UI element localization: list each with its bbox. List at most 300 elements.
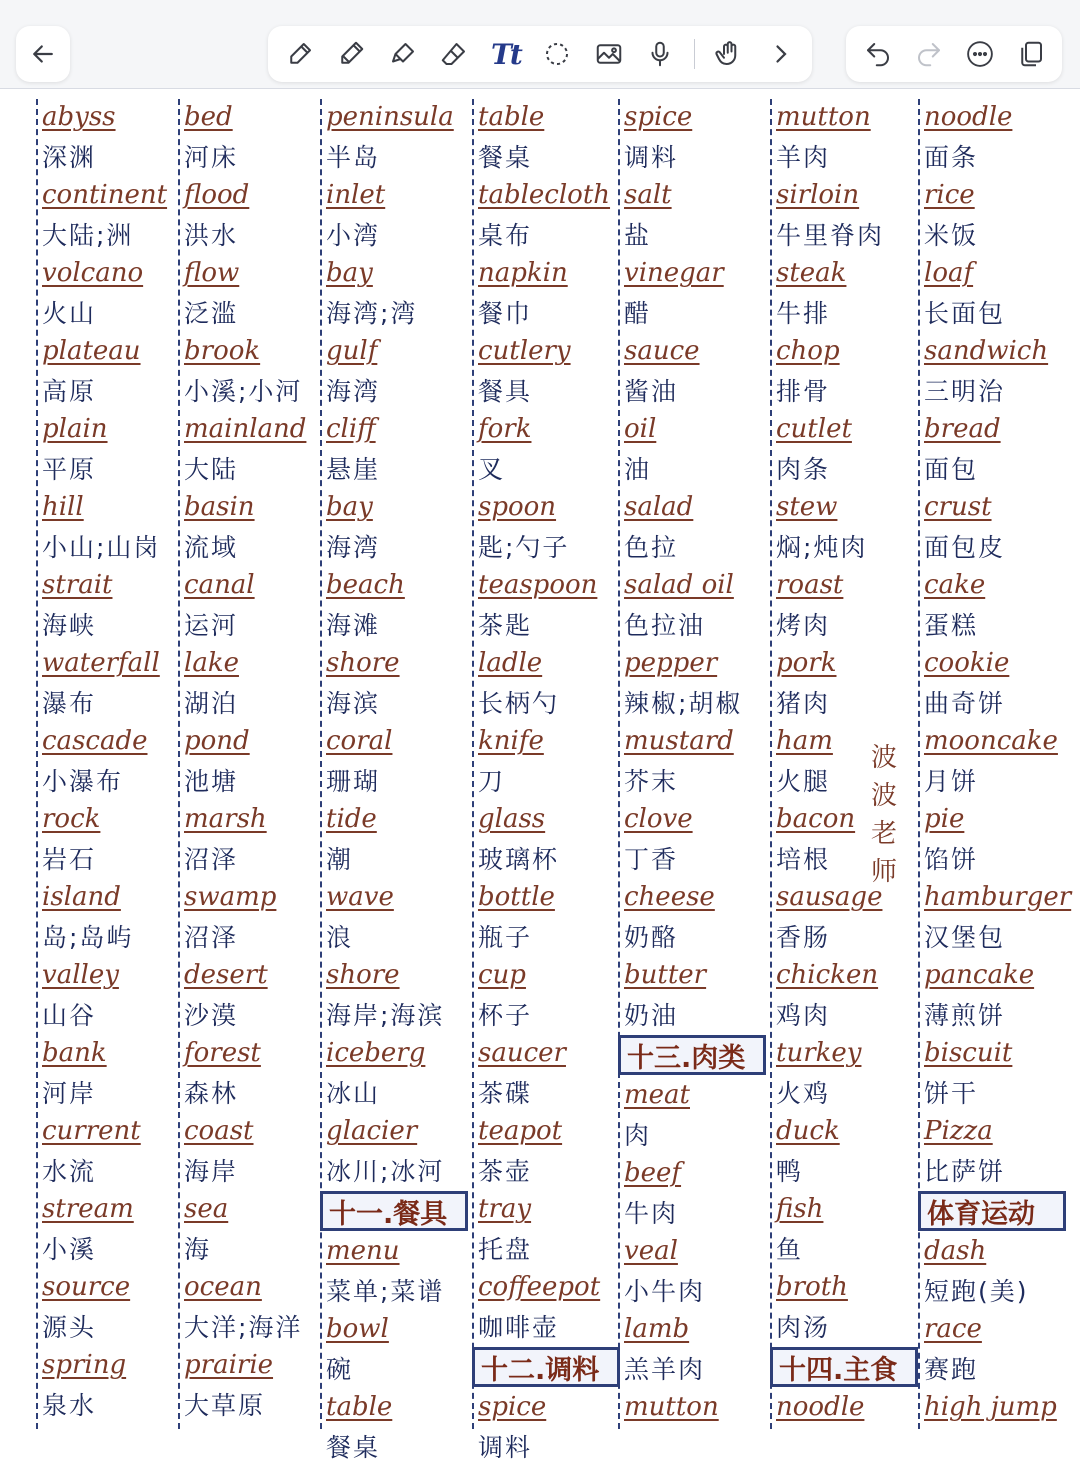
english-word: clove (624, 804, 693, 834)
english-word-line (776, 99, 918, 138)
english-word: rice (924, 180, 975, 210)
english-word-line (42, 1035, 184, 1074)
english-word: saucer (478, 1038, 566, 1068)
vocab-entry (326, 801, 468, 879)
english-word-line (924, 1113, 1066, 1152)
english-word-line (184, 879, 326, 918)
english-word: lake (184, 648, 239, 678)
english-word-line (624, 1311, 766, 1350)
english-word-line (624, 489, 766, 528)
english-word: island (42, 882, 121, 912)
hand-icon[interactable] (711, 36, 747, 72)
vocab-entry (478, 1269, 620, 1347)
english-word: bread (924, 414, 1001, 444)
english-word-line (924, 567, 1066, 606)
image-icon[interactable] (591, 36, 627, 72)
vocab-entry (184, 645, 326, 723)
undo-icon[interactable] (860, 36, 896, 72)
english-word-line (624, 801, 766, 840)
english-word: pork (776, 648, 837, 678)
chinese-meaning: 深渊 (42, 143, 97, 172)
chinese-meaning: 海湾 (326, 533, 381, 562)
vocab-entry (326, 723, 468, 801)
chinese-meaning: 瓶子 (478, 923, 533, 952)
english-word: bacon (776, 804, 856, 834)
english-word: veal (624, 1236, 678, 1266)
vocab-entry (624, 879, 766, 957)
vocab-entry (776, 1113, 918, 1191)
chinese-meaning: 海湾 (326, 377, 381, 406)
vocab-entry (42, 255, 184, 333)
english-word: menu (326, 1236, 400, 1266)
english-word-line (924, 723, 1066, 762)
english-word: cup (478, 960, 526, 990)
chinese-meaning: 山谷 (42, 1001, 97, 1030)
english-word: ham (776, 726, 833, 756)
vocab-entry (184, 411, 326, 489)
english-word: crust (924, 492, 992, 522)
english-word: shore (326, 960, 400, 990)
vocab-entry (624, 1389, 766, 1467)
section-heading: 十三.肉类 (618, 1035, 766, 1075)
vocab-entry (42, 723, 184, 801)
english-word-line (42, 957, 184, 996)
vocab-entry (776, 957, 918, 1035)
english-word-line (326, 879, 468, 918)
english-word: basin (184, 492, 255, 522)
vocab-entry (924, 99, 1066, 177)
chinese-meaning: 鸡肉 (776, 1001, 831, 1030)
english-word: coral (326, 726, 393, 756)
vocab-entry (478, 801, 620, 879)
vocab-entry (184, 1113, 326, 1191)
vocab-entry (42, 1035, 184, 1113)
more-icon[interactable] (962, 36, 998, 72)
english-word: gulf (326, 336, 378, 366)
vocab-entry (184, 99, 326, 177)
english-word-line (326, 1113, 468, 1152)
english-word-line (924, 177, 1066, 216)
vocab-entry (776, 99, 918, 177)
vocab-entry (924, 255, 1066, 333)
vocab-entry (184, 957, 326, 1035)
chinese-meaning: 面包皮 (924, 533, 1006, 562)
text-icon[interactable] (488, 36, 524, 72)
arrow-left-icon (25, 36, 61, 72)
chinese-meaning: 赛跑 (924, 1355, 979, 1384)
vocab-entry (924, 333, 1066, 411)
english-word-line (326, 99, 468, 138)
chinese-meaning: 月饼 (924, 767, 979, 796)
vocab-entry (478, 255, 620, 333)
english-word-line (776, 255, 918, 294)
watermark-char: 波 (870, 743, 897, 773)
vocab-entry (478, 1191, 620, 1269)
english-word: race (924, 1314, 982, 1344)
english-word-line (924, 333, 1066, 372)
vocab-entry (326, 177, 468, 255)
english-word: cookie (924, 648, 1010, 678)
english-word: glacier (326, 1116, 418, 1146)
vocab-entry (478, 567, 620, 645)
vocab-entry (184, 1035, 326, 1113)
chinese-meaning: 牛排 (776, 299, 831, 328)
pen-icon[interactable] (282, 36, 318, 72)
english-word: teapot (478, 1116, 563, 1146)
english-word: marsh (184, 804, 267, 834)
chinese-meaning: 面包 (924, 455, 979, 484)
chinese-meaning: 鸭 (776, 1157, 804, 1186)
notebook-page (0, 89, 1080, 1462)
english-word-line (776, 1191, 918, 1230)
english-word-line (326, 177, 468, 216)
vocab-entry (776, 255, 918, 333)
chinese-meaning: 平原 (42, 455, 97, 484)
vocab-entry (924, 879, 1072, 957)
toolbar (0, 0, 1080, 89)
english-word-line (42, 489, 184, 528)
english-word: chop (776, 336, 840, 366)
english-word-line (326, 411, 468, 450)
english-word: bank (42, 1038, 107, 1068)
english-word-line (924, 801, 1066, 840)
vocab-entry (624, 1311, 766, 1389)
english-word-line (776, 177, 918, 216)
english-word: stew (776, 492, 838, 522)
vocab-entry (624, 1233, 766, 1311)
english-word: meat (624, 1080, 690, 1110)
english-word: canal (184, 570, 255, 600)
vocab-entry (42, 177, 184, 255)
english-word: brook (184, 336, 261, 366)
english-word-line (326, 801, 468, 840)
chinese-meaning: 小溪;小河 (184, 377, 303, 406)
vocab-entry (924, 411, 1066, 489)
chinese-meaning: 调料 (478, 1433, 533, 1462)
english-word-line (42, 1269, 184, 1308)
pencil-icon[interactable] (333, 36, 369, 72)
word-column-2 (178, 99, 326, 1429)
english-word: duck (776, 1116, 840, 1146)
chinese-meaning: 火腿 (776, 767, 831, 796)
vocab-entry (776, 411, 918, 489)
chinese-meaning: 湖泊 (184, 689, 239, 718)
vocab-entry (624, 801, 766, 879)
word-column-3 (320, 99, 468, 1462)
chinese-meaning: 油 (624, 455, 652, 484)
english-word: ocean (184, 1272, 262, 1302)
chinese-meaning: 碗 (326, 1355, 354, 1384)
english-word: bottle (478, 882, 555, 912)
chinese-meaning: 蛋糕 (924, 611, 979, 640)
word-column-4 (472, 99, 620, 1462)
english-word: bay (326, 492, 373, 522)
chinese-meaning: 洪水 (184, 221, 239, 250)
english-word: cliff (326, 414, 376, 444)
english-word: swamp (184, 882, 277, 912)
vocab-entry (326, 1389, 468, 1467)
english-word-line (624, 1155, 766, 1194)
english-word-line (184, 99, 326, 138)
english-word-line (478, 1389, 620, 1428)
vocab-entry (478, 1113, 620, 1191)
pages-icon[interactable] (1013, 36, 1049, 72)
chinese-meaning: 冰川;冰河 (326, 1157, 445, 1186)
english-word: turkey (776, 1038, 862, 1068)
chinese-meaning: 面条 (924, 143, 979, 172)
vocab-entry (478, 879, 620, 957)
highlighter-icon[interactable] (385, 36, 421, 72)
english-word: pond (184, 726, 250, 756)
vocab-entry (924, 1311, 1066, 1389)
english-word-line (326, 1233, 468, 1272)
chinese-meaning: 岩石 (42, 845, 97, 874)
english-word-line (924, 1389, 1066, 1428)
english-word-line (478, 567, 620, 606)
vocab-entry (924, 1035, 1066, 1113)
english-word-line (42, 99, 184, 138)
vocab-entry (924, 645, 1066, 723)
english-word-line (478, 957, 620, 996)
english-word-line (776, 567, 918, 606)
toolbar-separator (694, 39, 695, 69)
chevron-right-icon[interactable] (762, 36, 798, 72)
vocab-entry (326, 567, 468, 645)
english-word-line (326, 1035, 468, 1074)
english-word-line (184, 1269, 326, 1308)
vocab-entry (924, 489, 1066, 567)
english-word-line (184, 1035, 326, 1074)
chinese-meaning: 小山;山岗 (42, 533, 161, 562)
chinese-meaning: 岛;岛屿 (42, 923, 134, 952)
chinese-meaning (624, 1428, 766, 1467)
english-word-line (776, 645, 918, 684)
english-word: sausage (776, 882, 883, 912)
english-word: hamburger (924, 882, 1072, 912)
english-word-line (184, 801, 326, 840)
english-word-line (624, 333, 766, 372)
english-word-line (924, 99, 1066, 138)
chinese-meaning: 调料 (624, 143, 679, 172)
english-word-line (326, 489, 468, 528)
vocab-entry (776, 1191, 918, 1269)
chinese-meaning (776, 1428, 918, 1467)
english-word-line (42, 255, 184, 294)
english-word: rock (42, 804, 101, 834)
vocab-entry (326, 879, 468, 957)
english-word: abyss (42, 102, 116, 132)
english-word: spring (42, 1350, 127, 1380)
chinese-meaning: 小瀑布 (42, 767, 124, 796)
english-word: plain (42, 414, 108, 444)
vocab-entry (478, 99, 620, 177)
vocab-entry (624, 333, 766, 411)
english-word: waterfall (42, 648, 160, 678)
vocab-entry (924, 1233, 1066, 1311)
english-word: volcano (42, 258, 144, 288)
vocab-entry (326, 255, 468, 333)
english-word: salad (624, 492, 694, 522)
english-word: tray (478, 1194, 532, 1224)
vocab-entry (42, 99, 184, 177)
vocab-entry (184, 1347, 326, 1425)
english-word: chicken (776, 960, 879, 990)
chinese-meaning: 培根 (776, 845, 831, 874)
redo-icon[interactable] (911, 36, 947, 72)
chinese-meaning: 鱼 (776, 1235, 804, 1264)
english-word-line (776, 489, 918, 528)
english-word: glass (478, 804, 546, 834)
english-word: mutton (776, 102, 871, 132)
english-word-line (326, 723, 468, 762)
english-word: peninsula (326, 102, 454, 132)
english-word: steak (776, 258, 847, 288)
vocab-entry (42, 1347, 184, 1425)
vocab-entry (776, 567, 918, 645)
english-word: teaspoon (478, 570, 598, 600)
english-word-line (478, 1035, 620, 1074)
english-word: fish (776, 1194, 824, 1224)
english-word-line (326, 255, 468, 294)
english-word: cutlery (478, 336, 571, 366)
chinese-meaning: 大陆 (184, 455, 239, 484)
microphone-icon[interactable] (642, 36, 678, 72)
english-word-line (184, 411, 326, 450)
vocab-entry (478, 645, 620, 723)
vocab-entry (624, 489, 766, 567)
chinese-meaning: 牛里脊肉 (776, 221, 885, 250)
chinese-meaning: 冰山 (326, 1079, 381, 1108)
chinese-meaning: 刀 (478, 767, 506, 796)
chinese-meaning: 辣椒;胡椒 (624, 689, 743, 718)
english-word-line (624, 411, 766, 450)
english-word: table (326, 1392, 393, 1422)
english-word-line (776, 1269, 918, 1308)
english-word-line (326, 1311, 468, 1350)
english-word: coffeepot (478, 1272, 601, 1302)
english-word-line (478, 99, 620, 138)
english-word-line (184, 333, 326, 372)
english-word-line (42, 723, 184, 762)
vocab-entry (478, 957, 620, 1035)
english-word-line (184, 1347, 326, 1386)
english-word: dash (924, 1236, 987, 1266)
word-column-1 (36, 99, 184, 1429)
english-word: continent (42, 180, 168, 210)
chinese-meaning: 曲奇饼 (924, 689, 1006, 718)
chinese-meaning: 桌布 (478, 221, 533, 250)
chinese-meaning: 海峡 (42, 611, 97, 640)
english-word: noodle (924, 102, 1013, 132)
english-word: sea (184, 1194, 229, 1224)
english-word-line (184, 567, 326, 606)
chinese-meaning: 芥末 (624, 767, 679, 796)
vocab-entry (624, 645, 766, 723)
vocab-entry (42, 567, 184, 645)
english-word: mustard (624, 726, 734, 756)
english-word: fork (478, 414, 532, 444)
vocab-entry (478, 177, 620, 255)
english-word: bay (326, 258, 373, 288)
chinese-meaning: 小溪 (42, 1235, 97, 1264)
chinese-meaning: 河床 (184, 143, 239, 172)
vocab-entry (42, 333, 184, 411)
english-word-line (478, 879, 620, 918)
english-word: current (42, 1116, 141, 1146)
vocab-entry (776, 1389, 918, 1467)
english-word: sauce (624, 336, 700, 366)
vocab-entry (478, 489, 620, 567)
vocab-entry (924, 177, 1066, 255)
english-word-line (924, 1035, 1066, 1074)
back-button[interactable] (16, 26, 70, 82)
author-watermark (864, 739, 904, 891)
english-word: Pizza (924, 1116, 993, 1146)
section-heading: 十二.调料 (472, 1347, 620, 1387)
english-word: bed (184, 102, 233, 132)
chinese-meaning: 沼泽 (184, 845, 239, 874)
chinese-meaning (924, 1428, 1066, 1467)
english-word: flood (184, 180, 250, 210)
english-word-line (326, 567, 468, 606)
vocab-entry (184, 333, 326, 411)
english-word: table (478, 102, 545, 132)
chinese-meaning: 色拉 (624, 533, 679, 562)
english-word-line (184, 645, 326, 684)
english-word-line (624, 879, 766, 918)
chinese-meaning: 羔羊肉 (624, 1355, 706, 1384)
english-word-line (478, 411, 620, 450)
vocab-entry (184, 255, 326, 333)
english-word-line (478, 645, 620, 684)
english-word: prairie (184, 1350, 274, 1380)
english-word: sandwich (924, 336, 1049, 366)
english-word-line (42, 1347, 184, 1386)
chinese-meaning: 香肠 (776, 923, 831, 952)
vocab-entry (776, 333, 918, 411)
chinese-meaning: 大洋;海洋 (184, 1313, 303, 1342)
chinese-meaning: 馅饼 (924, 845, 979, 874)
lasso-icon[interactable] (539, 36, 575, 72)
english-word: biscuit (924, 1038, 1013, 1068)
english-word: high jump (924, 1392, 1057, 1422)
english-word: broth (776, 1272, 848, 1302)
vocab-entry (624, 1155, 766, 1233)
vocab-entry (624, 567, 766, 645)
chinese-meaning: 源头 (42, 1313, 97, 1342)
vocab-entry (184, 801, 326, 879)
vocab-entry (326, 1233, 468, 1311)
english-word-line (326, 333, 468, 372)
vocab-entry (326, 489, 468, 567)
chinese-meaning: 茶碟 (478, 1079, 533, 1108)
english-word-line (42, 1191, 184, 1230)
chinese-meaning: 水流 (42, 1157, 97, 1186)
english-word-line (42, 1113, 184, 1152)
eraser-icon[interactable] (436, 36, 472, 72)
english-word: cake (924, 570, 986, 600)
vocab-entry (42, 1113, 184, 1191)
chinese-meaning: 色拉油 (624, 611, 706, 640)
english-word-line (42, 333, 184, 372)
english-word-line (184, 489, 326, 528)
vocab-entry (624, 177, 766, 255)
vocab-entry (924, 801, 1066, 879)
chinese-meaning: 酱油 (624, 377, 679, 406)
english-word-line (924, 255, 1066, 294)
chinese-meaning: 海岸;海滨 (326, 1001, 445, 1030)
chinese-meaning: 海岸 (184, 1157, 239, 1186)
